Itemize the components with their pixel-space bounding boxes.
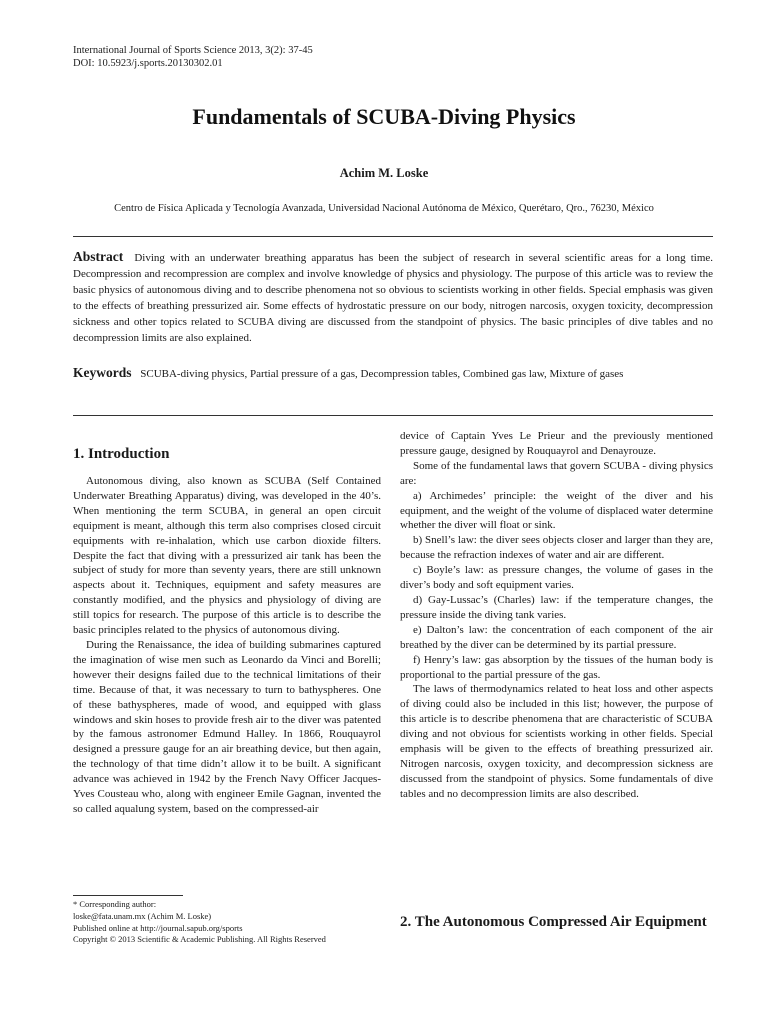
keywords-label: Keywords [73,365,132,380]
top-divider [73,236,713,237]
intro-paragraph-2: During the Renaissance, the idea of building submarines captured the imagination of wise men such as Leonardo da Vinci and Borelli; however their designs failed due to the technical limitations of their time. Because of that, it was necessary to turn to bathyspheres. One of these bathyspheres, made of wood, and equipped with glass windows and skin hoses to provide fresh air to the diver was patented by the famous astronomer Edmund Halley. In 1866, Rouquayrol designed a pressure gauge for an air breathing device, but then again, the technology of that time didn’t allow it to be built. A significant advance was achieved in 1942 by the French Navy Officer Jacques-Yves Cousteau who, along with engineer Emile Gagnan, invented the so called aqualung system, based on the compressed-air [73,638,381,815]
law-item: c) Boyle’s law: as pressure changes, the volume of gases in the diver’s body and soft equipment varies. [400,564,713,592]
abstract-text: Diving with an underwater breathing apparatus has been the subject of research in several scientific areas for a long time. Decompression and recompression are complex and involve knowledge of physics and physiology. The purpose of this article was to review the basic physics of autonomous diving and to describe phenomena not so obvious to scientists working in other fields. Special emphasis was given to the effects of breathing pressurized air. Some effects of hydrostatic pressure on our body, nitrogen narcosis, oxygen toxicity, decompression sickness and other topics related to SCUBA diving are discussed from the standpoint of physics. The basic principles of dive tables and no decompression limits are also explained. [73,252,714,345]
keywords-block [73,365,713,382]
journal-doi: DOI: 10.5923/j.sports.20130302.01 [73,58,223,69]
intro-paragraph-5: The laws of thermodynamics related to heat loss and other aspects of diving could also be included in this list; however, the purpose of this article is to describe phenomena that are characteristic of SCUBA diving and not obvious for scientists working in other fields. Special emphasis will be given to the effects of breathing pressurized air. Nitrogen narcosis, oxygen toxicity, and decompression sickness are discussed from the standpoint of physics. Some fundamentals of dive tables and no decompression limits are also described. [400,683,713,800]
section-heading-equipment: 2. The Autonomous Compressed Air Equipment [400,914,707,930]
abstract-block [73,249,713,347]
intro-paragraph-3: device of Captain Yves Le Prieur and the previously mentioned pressure gauge, designed by Rouquayrol and Denayrouze. [400,430,713,457]
intro-paragraph-1: Autonomous diving, also known as SCUBA (Self Contained Underwater Breathing Apparatus) diving, was developed in the 40’s. When mentioning the term SCUBA, in general an open circuit equipment is meant, although this term also comprises closed circuit equipments with re-inhalation, which use carbon dioxide filters. Despite the fact that diving with a pressurized air tank has been the subject of study for more than seventy years, there are still unknown aspects about it. Techniques, equipment and safety measures are constantly modified, and the physics and physiology of diving are still topics for research. The purpose of this article is to describe the basic principles related to the physics of autonomous diving. [73,475,381,637]
footnotes [73,899,383,946]
keywords-text: SCUBA-diving physics, Partial pressure of a gas, Decompression tables, Combined gas law, Mixture of gases [140,368,624,380]
law-item: b) Snell’s law: the diver sees objects closer and larger than they are, because the refraction indexes of water and air are different. [400,534,713,562]
law-item: e) Dalton’s law: the concentration of each component of the air breathed by the diver can be determined by its partial pressure. [400,623,713,651]
journal-citation: International Journal of Sports Science 2013, 3(2): 37-45 [73,45,313,56]
right-column [400,429,713,802]
intro-paragraph-4: Some of the fundamental laws that govern SCUBA - diving physics are: [400,459,713,487]
footnote-divider [73,895,183,896]
paper-author: Achim M. Loske [339,166,429,180]
footnote-email: loske@fata.unam.mx (Achim M. Loske) [73,910,212,921]
left-column [73,474,381,817]
footnote-published: Published online at http://journal.sapub.org/sports [73,922,243,933]
law-item: d) Gay-Lussac’s (Charles) law: if the temperature changes, the pressure inside the diving tank varies. [400,593,713,621]
footnote-corresponding: * Corresponding author: [73,899,157,909]
section-heading-introduction: 1. Introduction [73,446,170,462]
bottom-divider [73,415,713,416]
paper-title: Fundamentals of SCUBA-Diving Physics [192,104,576,129]
footnote-copyright: Copyright © 2013 Scientific & Academic Publishing. All Rights Reserved [73,934,326,945]
author-affiliation: Centro de Física Aplicada y Tecnología Avanzada, Universidad Nacional Autónoma de México, Querétaro, Qro., 76230, México [114,203,654,214]
law-item: f) Henry’s law: gas absorption by the tissues of the human body is proportional to the partial pressure of the gas. [400,653,713,681]
journal-header [73,44,313,70]
abstract-label: Abstract [73,249,124,264]
law-item: a) Archimedes’ principle: the weight of the diver and his equipment, and the weight of the volume of displaced water determine whether the diver will float or sink. [400,489,713,532]
